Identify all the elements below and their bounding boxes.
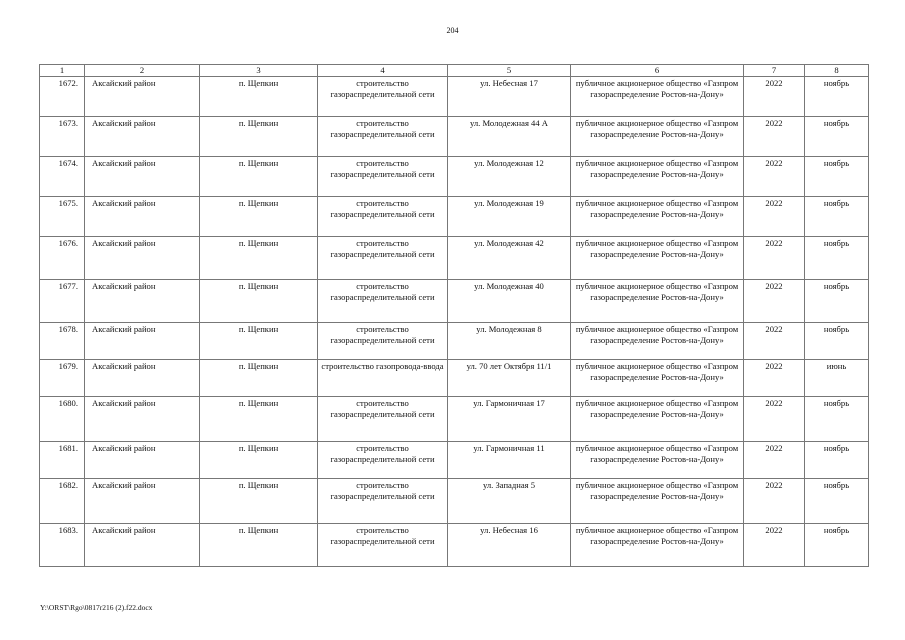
table-row: [40, 77, 869, 117]
column-header: 7: [744, 65, 805, 77]
month-cell: ноябрь: [805, 117, 869, 157]
district-cell: Аксайский район: [85, 397, 200, 442]
organization-cell: публичное акционерное общество «Газпром газораспределение Ростов-на-Дону»: [571, 157, 744, 197]
organization-cell: публичное акционерное общество «Газпром газораспределение Ростов-на-Дону»: [571, 323, 744, 360]
address-cell: ул. 70 лет Октября 11/1: [448, 360, 571, 397]
work-type-cell: строительство газораспределительной сети: [318, 237, 448, 280]
column-header: 3: [200, 65, 318, 77]
address-cell: ул. Небесная 16: [448, 524, 571, 567]
year-cell: 2022: [744, 280, 805, 323]
table-row: [40, 360, 869, 397]
column-header: 5: [448, 65, 571, 77]
address-cell: ул. Гармоничная 11: [448, 442, 571, 479]
year-cell: 2022: [744, 323, 805, 360]
year-cell: 2022: [744, 117, 805, 157]
address-cell: ул. Молодежная 44 А: [448, 117, 571, 157]
month-cell: ноябрь: [805, 197, 869, 237]
work-type-cell: строительство газораспределительной сети: [318, 197, 448, 237]
address-cell: ул. Гармоничная 17: [448, 397, 571, 442]
settlement-cell: п. Щепкин: [200, 323, 318, 360]
year-cell: 2022: [744, 197, 805, 237]
organization-cell: публичное акционерное общество «Газпром газораспределение Ростов-на-Дону»: [571, 397, 744, 442]
settlement-cell: п. Щепкин: [200, 197, 318, 237]
work-type-cell: строительство газораспределительной сети: [318, 479, 448, 524]
table-row: [40, 479, 869, 524]
month-cell: ноябрь: [805, 442, 869, 479]
month-cell: ноябрь: [805, 323, 869, 360]
table-row: [40, 237, 869, 280]
settlement-cell: п. Щепкин: [200, 360, 318, 397]
year-cell: 2022: [744, 77, 805, 117]
page-number: 204: [446, 26, 459, 35]
organization-cell: публичное акционерное общество «Газпром газораспределение Ростов-на-Дону»: [571, 117, 744, 157]
table-row: [40, 442, 869, 479]
month-cell: июнь: [805, 360, 869, 397]
address-cell: ул. Молодежная 8: [448, 323, 571, 360]
district-cell: Аксайский район: [85, 197, 200, 237]
year-cell: 2022: [744, 157, 805, 197]
settlement-cell: п. Щепкин: [200, 280, 318, 323]
settlement-cell: п. Щепкин: [200, 397, 318, 442]
district-cell: Аксайский район: [85, 524, 200, 567]
work-type-cell: строительство газораспределительной сети: [318, 157, 448, 197]
table-row: [40, 197, 869, 237]
district-cell: Аксайский район: [85, 479, 200, 524]
district-cell: Аксайский район: [85, 442, 200, 479]
district-cell: Аксайский район: [85, 77, 200, 117]
settlement-cell: п. Щепкин: [200, 77, 318, 117]
row-number: 1677.: [40, 280, 85, 323]
settlement-cell: п. Щепкин: [200, 117, 318, 157]
work-type-cell: строительство газопровода-ввода: [318, 360, 448, 397]
row-number: 1682.: [40, 479, 85, 524]
year-cell: 2022: [744, 524, 805, 567]
row-number: 1674.: [40, 157, 85, 197]
work-type-cell: строительство газораспределительной сети: [318, 77, 448, 117]
address-cell: ул. Западная 5: [448, 479, 571, 524]
organization-cell: публичное акционерное общество «Газпром газораспределение Ростов-на-Дону»: [571, 524, 744, 567]
row-number: 1679.: [40, 360, 85, 397]
work-type-cell: строительство газораспределительной сети: [318, 397, 448, 442]
header-row: [40, 65, 869, 77]
organization-cell: публичное акционерное общество «Газпром газораспределение Ростов-на-Дону»: [571, 360, 744, 397]
address-cell: ул. Молодежная 19: [448, 197, 571, 237]
row-number: 1675.: [40, 197, 85, 237]
table-row: [40, 323, 869, 360]
month-cell: ноябрь: [805, 397, 869, 442]
organization-cell: публичное акционерное общество «Газпром газораспределение Ростов-на-Дону»: [571, 77, 744, 117]
work-type-cell: строительство газораспределительной сети: [318, 442, 448, 479]
month-cell: ноябрь: [805, 157, 869, 197]
organization-cell: публичное акционерное общество «Газпром газораспределение Ростов-на-Дону»: [571, 197, 744, 237]
district-cell: Аксайский район: [85, 323, 200, 360]
month-cell: ноябрь: [805, 479, 869, 524]
year-cell: 2022: [744, 237, 805, 280]
table-row: [40, 397, 869, 442]
address-cell: ул. Молодежная 42: [448, 237, 571, 280]
organization-cell: публичное акционерное общество «Газпром газораспределение Ростов-на-Дону»: [571, 479, 744, 524]
district-cell: Аксайский район: [85, 157, 200, 197]
column-header: 4: [318, 65, 448, 77]
district-cell: Аксайский район: [85, 237, 200, 280]
address-cell: ул. Молодежная 12: [448, 157, 571, 197]
district-cell: Аксайский район: [85, 117, 200, 157]
month-cell: ноябрь: [805, 77, 869, 117]
row-number: 1683.: [40, 524, 85, 567]
settlement-cell: п. Щепкин: [200, 479, 318, 524]
row-number: 1681.: [40, 442, 85, 479]
year-cell: 2022: [744, 442, 805, 479]
column-header: 1: [40, 65, 85, 77]
column-header: 2: [85, 65, 200, 77]
work-type-cell: строительство газораспределительной сети: [318, 323, 448, 360]
settlement-cell: п. Щепкин: [200, 442, 318, 479]
row-number: 1678.: [40, 323, 85, 360]
month-cell: ноябрь: [805, 524, 869, 567]
settlement-cell: п. Щепкин: [200, 237, 318, 280]
column-header: 6: [571, 65, 744, 77]
work-type-cell: строительство газораспределительной сети: [318, 117, 448, 157]
work-type-cell: строительство газораспределительной сети: [318, 524, 448, 567]
organization-cell: публичное акционерное общество «Газпром газораспределение Ростов-на-Дону»: [571, 442, 744, 479]
row-number: 1680.: [40, 397, 85, 442]
settlement-cell: п. Щепкин: [200, 524, 318, 567]
organization-cell: публичное акционерное общество «Газпром газораспределение Ростов-на-Дону»: [571, 237, 744, 280]
column-header: 8: [805, 65, 869, 77]
year-cell: 2022: [744, 397, 805, 442]
organization-cell: публичное акционерное общество «Газпром газораспределение Ростов-на-Дону»: [571, 280, 744, 323]
month-cell: ноябрь: [805, 280, 869, 323]
table-row: [40, 117, 869, 157]
work-type-cell: строительство газораспределительной сети: [318, 280, 448, 323]
works-table: [39, 64, 869, 567]
row-number: 1672.: [40, 77, 85, 117]
year-cell: 2022: [744, 479, 805, 524]
footer-file-path: Y:\ORST\Rgo\0817r216 (2).f22.docx: [40, 603, 153, 612]
row-number: 1673.: [40, 117, 85, 157]
settlement-cell: п. Щепкин: [200, 157, 318, 197]
year-cell: 2022: [744, 360, 805, 397]
address-cell: ул. Молодежная 40: [448, 280, 571, 323]
month-cell: ноябрь: [805, 237, 869, 280]
table-row: [40, 524, 869, 567]
district-cell: Аксайский район: [85, 360, 200, 397]
table-row: [40, 280, 869, 323]
district-cell: Аксайский район: [85, 280, 200, 323]
row-number: 1676.: [40, 237, 85, 280]
address-cell: ул. Небесная 17: [448, 77, 571, 117]
table-row: [40, 157, 869, 197]
